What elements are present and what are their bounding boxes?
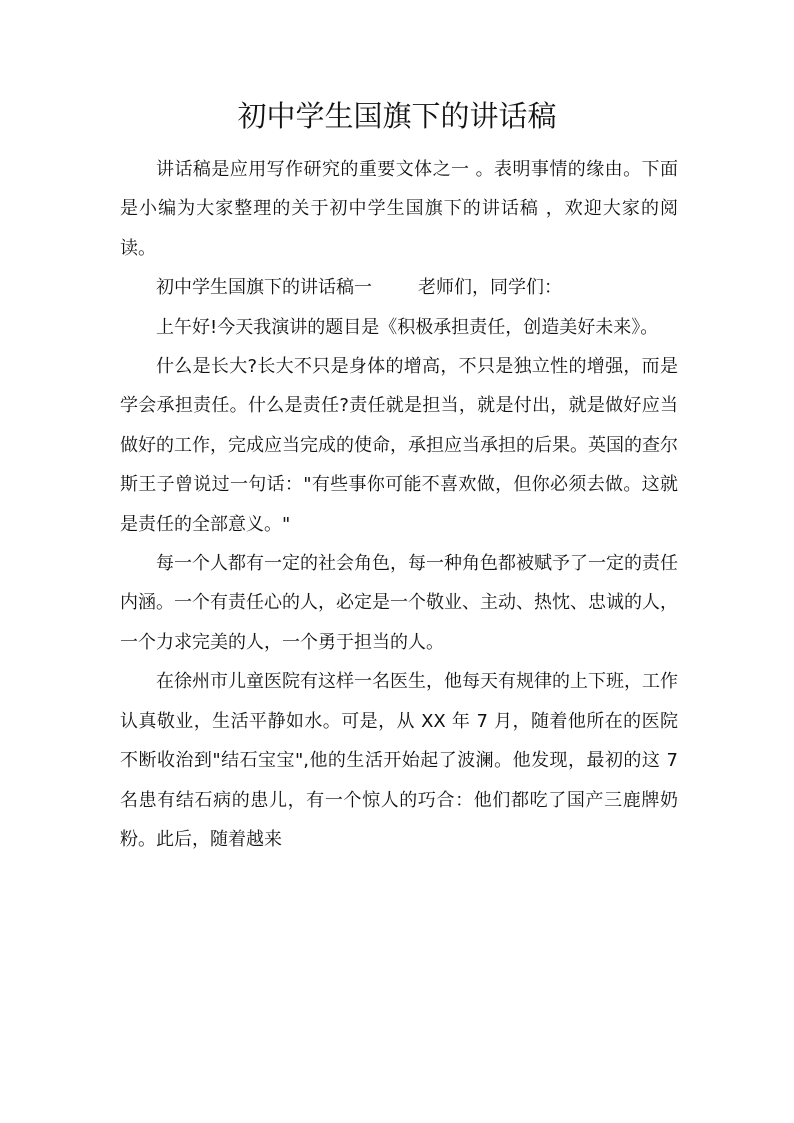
body-paragraph: 每一个人都有一定的社会角色，每一种角色都被赋予了一定的责任内涵。一个有责任心的人，必定是一个敬业、主动、热忱、忠诚的人，一个力求完美的人，一个勇于担当的人。 bbox=[120, 553, 678, 653]
section-heading-line bbox=[120, 268, 678, 307]
intro-paragraph: 讲话稿是应用写作研究的重要文体之一 。表明事情的缘由。下面是小编为大家整理的关于初中学生国旗下的讲话稿 ，欢迎大家的阅读。 bbox=[120, 159, 678, 259]
body-paragraph: 上午好!今天我演讲的题目是《积极承担责任，创造美好未来》。 bbox=[156, 316, 659, 338]
body-paragraph: 什么是长大?长大不只是身体的增高，不只是独立性的增强，而是学会承担责任。什么是责任?责任就是担当，就是付出，就是做好应当做好的工作，完成应当完成的使命，承担应当承担的后果。英国的查尔斯王子曾说过一句话："有些事你可能不喜欢做，但你必须去做。这就是责任的全部意义。" bbox=[120, 356, 678, 535]
salutation: 老师们，同学们： bbox=[418, 277, 562, 299]
document-title: 初中学生国旗下的讲话稿 bbox=[237, 99, 557, 133]
document-body bbox=[120, 150, 678, 859]
section-heading: 初中学生国旗下的讲话稿一 bbox=[156, 277, 372, 299]
body-paragraph: 在徐州市儿童医院有这样一名医生，他每天有规律的上下班，工作认真敬业，生活平静如水。可是，从 XX 年 7 月，随着他所在的医院不断收治到"结石宝宝",他的生活开始起了波澜。他发现，最初的这 7 名患有结石病的患儿，有一个惊人的巧合：他们都吃了国产三鹿牌奶粉。此后，随着越来 bbox=[120, 671, 678, 850]
